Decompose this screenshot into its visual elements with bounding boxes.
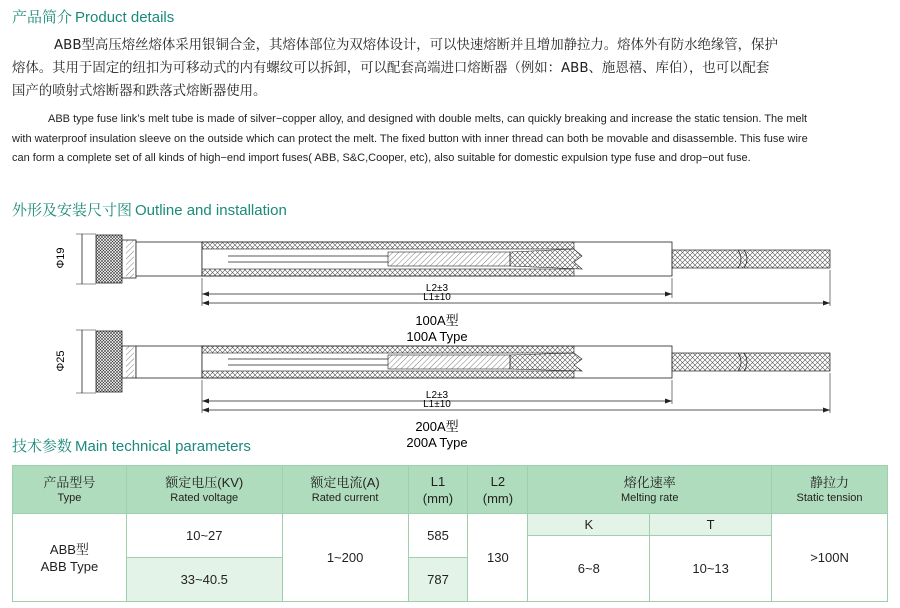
- knurled-cap-200a: [96, 331, 122, 392]
- description-cn-line-2: 熔体。其用于固定的纽扣为可移动式的内有螺纹可以拆卸，可以配套高端进口熔断器（例如：ABB、施恩禧、库伯），也可以配套: [12, 61, 770, 76]
- dim-l2-100a: L2±3: [425, 283, 449, 294]
- parameters-table: [12, 465, 888, 602]
- cell-voltage-1: 10~27: [126, 514, 282, 558]
- diameter-label-200a: Φ25: [55, 350, 67, 372]
- description-cn-line-3: 国产的喷射式熔断器和跌落式熔断器使用。: [12, 84, 267, 99]
- cell-voltage-2: 33~40.5: [126, 558, 282, 602]
- cell-l1-1: 585: [408, 514, 468, 558]
- header-melting-rate: 熔化速率 Melting rate: [528, 466, 772, 514]
- cell-l1-2: 787: [408, 558, 468, 602]
- header-l2: L2 (mm): [468, 466, 528, 514]
- description-en-line-3: can form a complete set of all kinds of high−end import fuses( ABB, S&C,Cooper, etc), also suitable for domestic expulsion type fuse and drop−out fuse.: [12, 152, 751, 164]
- diameter-label-100a: Φ19: [55, 247, 67, 269]
- cell-type: ABB型 ABB Type: [13, 514, 127, 602]
- caption-en-200a: 200A Type: [406, 435, 468, 450]
- cell-t-value: 10~13: [650, 536, 772, 602]
- product-details-title-cn: 产品简介: [12, 8, 73, 26]
- product-details-title-en: Product details: [75, 9, 175, 26]
- drawing-100a: [55, 234, 830, 344]
- header-l1: L1 (mm): [408, 466, 468, 514]
- cell-t-label: T: [650, 514, 772, 536]
- header-type: 产品型号 Type: [13, 466, 127, 514]
- cell-k-label: K: [528, 514, 650, 536]
- dim-l2-200a: L2±3: [425, 390, 449, 401]
- outline-title-cn: 外形及安装尺寸图: [12, 201, 133, 219]
- tail-wire-100a: [672, 250, 830, 268]
- parameters-title: [12, 435, 251, 456]
- description-cn-line-1: ABB型高压熔丝熔体采用银铜合金，其熔体部位为双熔体设计，可以快速熔断并且增加静拉力。熔体外有防水绝缘管，保护: [54, 38, 778, 53]
- cell-static-tension: >100N: [772, 514, 888, 602]
- cell-l2: 130: [468, 514, 528, 602]
- outline-title-en: Outline and installation: [135, 202, 287, 219]
- dim-l1-100a: L1±10: [423, 292, 451, 303]
- cell-current: 1~200: [282, 514, 408, 602]
- table-row: [13, 514, 888, 536]
- header-voltage: 额定电压(KV) Rated voltage: [126, 466, 282, 514]
- header-static-tension: 静拉力 Static tension: [772, 466, 888, 514]
- description-en-line-1: ABB type fuse link’s melt tube is made of silver−copper alloy, and designed with double melts, can quickly breaking and increase the static tension. The melt: [48, 113, 808, 125]
- caption-cn-100a: 100A型: [415, 313, 459, 328]
- header-current: 额定电流(A) Rated current: [282, 466, 408, 514]
- caption-cn-200a: 200A型: [415, 419, 459, 434]
- dim-l1-200a: L1±10: [423, 399, 451, 410]
- knurled-cap-100a: [96, 235, 122, 283]
- description-en-line-2: with waterproof insulation sleeve on the outside which can protect the melt. The fixed button with inner thread can both be movable and disassemble. This fuse wire: [12, 132, 808, 145]
- table-header-row: [13, 466, 888, 514]
- parameters-title-cn: 技术参数: [12, 437, 73, 455]
- caption-en-100a: 100A Type: [406, 329, 468, 344]
- drawing-200a: [55, 330, 830, 450]
- tail-wire-200a: [672, 353, 830, 371]
- cell-k-value: 6~8: [528, 536, 650, 602]
- parameters-title-en: Main technical parameters: [75, 438, 251, 455]
